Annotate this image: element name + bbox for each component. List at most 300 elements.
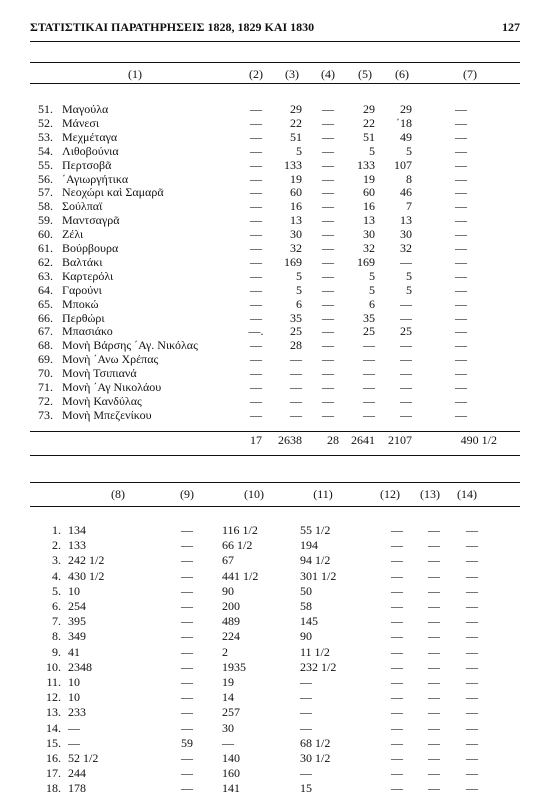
table-cell: —: [322, 393, 334, 408]
page-header: [30, 20, 520, 36]
table-cell: —: [322, 296, 334, 311]
table-cell: 32: [400, 241, 412, 255]
table-cell: —: [250, 143, 262, 158]
table-cell: —: [250, 213, 262, 228]
locality-name: Νεοχώρι καὶ Σαμαρᾶ: [62, 185, 164, 200]
locality-name: Βούρβουρα: [62, 241, 119, 255]
total-cell: 2638: [278, 433, 302, 447]
table-cell: 29: [400, 102, 412, 116]
table-cell: —: [466, 751, 478, 765]
table-cell: 19: [290, 171, 302, 186]
table-cell: —: [250, 268, 262, 283]
table1-totals-rule: [30, 431, 520, 432]
table-cell: 2348: [68, 659, 92, 674]
locality-name: Γαρούνι: [62, 282, 102, 297]
table-cell: —: [428, 735, 440, 750]
table-cell: —: [250, 115, 262, 130]
table-cell: —: [250, 129, 262, 144]
row-number: 68.: [38, 338, 53, 353]
table-cell: —: [428, 538, 440, 553]
table-cell: 8: [406, 171, 412, 186]
table-cell: —: [322, 213, 334, 228]
row-number: 9.: [52, 644, 61, 659]
row-number: 14.: [46, 720, 61, 735]
table-cell: —: [466, 614, 478, 629]
table-cell: 14: [222, 690, 234, 705]
table-cell: 5: [406, 268, 412, 283]
row-number: 54.: [38, 143, 53, 158]
table-cell: —: [322, 157, 334, 172]
locality-name: Μάνεσι: [62, 115, 100, 130]
row-number: 52.: [38, 115, 53, 130]
row-number: 11.: [46, 675, 61, 689]
table-cell: —: [222, 735, 234, 750]
column-header: (12): [380, 487, 400, 501]
table-cell: —: [428, 629, 440, 644]
row-number: 58.: [38, 199, 53, 214]
table-cell: —: [181, 705, 193, 720]
table-cell: 16: [290, 199, 302, 214]
table-cell: 10: [68, 583, 80, 598]
table-cell: 349: [68, 629, 86, 644]
table-cell: —: [428, 690, 440, 705]
table-cell: 140: [222, 751, 240, 765]
table-cell: ΄18: [396, 115, 412, 130]
table-cell: —: [466, 690, 478, 705]
table-cell: 441 1/2: [222, 568, 259, 583]
table-cell: —: [250, 282, 262, 297]
row-number: 3.: [52, 553, 61, 568]
locality-name: Περθώρι: [62, 310, 105, 325]
row-number: 55.: [38, 157, 53, 172]
table-cell: —: [250, 352, 262, 367]
row-number: 61.: [38, 241, 53, 255]
table-cell: 224: [222, 629, 240, 644]
table-cell: —: [250, 366, 262, 381]
table-cell: 28: [290, 338, 302, 353]
table-cell: —: [322, 324, 334, 339]
table-cell: —: [391, 705, 403, 720]
table-cell: 22: [363, 115, 375, 130]
locality-name: Μονὴ ΄Αγ Νικολάου: [62, 380, 162, 394]
table-cell: 29: [363, 102, 375, 116]
table-cell: —: [466, 523, 478, 537]
locality-name: Μονὴ Βάρσης ΄Αγ. Νικόλας: [62, 338, 198, 353]
table-cell: —: [455, 296, 467, 311]
table-cell: —: [300, 690, 312, 705]
table-cell: 5: [369, 282, 375, 297]
table-cell: —: [68, 735, 80, 750]
table-cell: —: [400, 380, 412, 394]
locality-name: Μποκώ: [62, 296, 99, 311]
table-cell: 145: [300, 614, 318, 629]
row-number: 10.: [46, 659, 61, 674]
table-cell: —: [466, 720, 478, 735]
table-cell: 94 1/2: [300, 553, 331, 568]
table-cell: —: [391, 538, 403, 553]
table-cell: 67: [222, 553, 234, 568]
row-number: 64.: [38, 282, 53, 297]
table-cell: —: [181, 644, 193, 659]
column-header: (13): [420, 487, 440, 501]
table-cell: —: [455, 102, 467, 116]
table-cell: —: [391, 523, 403, 537]
table-cell: 51: [290, 129, 302, 144]
table-cell: —: [400, 254, 412, 269]
row-number: 18.: [46, 781, 61, 796]
table-cell: 30: [400, 227, 412, 242]
column-header: (9): [180, 487, 194, 501]
table-cell: 51: [363, 129, 375, 144]
table-cell: —: [250, 157, 262, 172]
table-cell: 13: [400, 213, 412, 228]
row-number: 70.: [38, 366, 53, 381]
table-cell: —: [300, 720, 312, 735]
table-cell: —: [391, 644, 403, 659]
table-cell: 2: [222, 644, 228, 659]
table-cell: —: [391, 766, 403, 781]
table-cell: 32: [363, 241, 375, 255]
table-cell: 66 1/2: [222, 538, 253, 553]
column-header: (1): [128, 67, 142, 81]
table-cell: 50: [300, 583, 312, 598]
column-header: (14): [457, 487, 477, 501]
column-header: (6): [395, 67, 409, 81]
table-cell: 254: [68, 599, 86, 613]
table-cell: —: [322, 129, 334, 144]
row-number: 17.: [46, 766, 61, 781]
table1-header-rule: [30, 83, 520, 84]
locality-name: Σούλπαϊ: [62, 199, 103, 214]
table-cell: —: [363, 393, 375, 408]
table-cell: —: [181, 553, 193, 568]
table-cell: 55 1/2: [300, 523, 331, 537]
table-cell: 5: [369, 268, 375, 283]
table-cell: 13: [290, 213, 302, 228]
table-cell: —: [428, 583, 440, 598]
table-cell: —: [466, 629, 478, 644]
row-number: 65.: [38, 296, 53, 311]
table-cell: —: [391, 751, 403, 765]
table-cell: —: [322, 366, 334, 381]
table-cell: 25: [290, 324, 302, 339]
table-cell: —: [466, 675, 478, 689]
table-cell: —: [428, 614, 440, 629]
table-cell: 25: [400, 324, 412, 339]
table-cell: —: [322, 143, 334, 158]
table-cell: —: [391, 690, 403, 705]
table-cell: —: [455, 282, 467, 297]
table-cell: —: [181, 766, 193, 781]
table-cell: —: [428, 751, 440, 765]
table-cell: —: [466, 568, 478, 583]
locality-name: Μεχμέταγα: [62, 129, 118, 144]
table-cell: —: [400, 393, 412, 408]
table-cell: —: [428, 523, 440, 537]
locality-name: Βαλτάκι: [62, 254, 103, 269]
table-cell: 141: [222, 781, 240, 796]
table-cell: —: [322, 199, 334, 214]
table-cell: —: [428, 675, 440, 689]
table-cell: —: [322, 102, 334, 116]
locality-name: Μονὴ Κανδύλας: [62, 393, 142, 408]
table-cell: 13: [363, 213, 375, 228]
table-cell: —: [455, 338, 467, 353]
table-cell: —: [300, 675, 312, 689]
table-cell: —: [322, 282, 334, 297]
table-cell: —: [363, 366, 375, 381]
table-cell: —: [391, 568, 403, 583]
table-cell: 194: [300, 538, 318, 553]
table-cell: —: [466, 599, 478, 613]
table-cell: —: [466, 644, 478, 659]
table-cell: 10: [68, 690, 80, 705]
table-cell: 46: [400, 185, 412, 200]
column-header: (7): [463, 67, 477, 81]
table-cell: —: [322, 185, 334, 200]
table-cell: —: [181, 538, 193, 553]
table-cell: —: [466, 766, 478, 781]
table-cell: —: [428, 568, 440, 583]
table-cell: —: [322, 227, 334, 242]
table-cell: —: [250, 171, 262, 186]
table-cell: —: [455, 241, 467, 255]
table-cell: 41: [68, 644, 80, 659]
table-cell: 133: [68, 538, 86, 553]
table-cell: —: [181, 629, 193, 644]
table-cell: —: [391, 629, 403, 644]
row-number: 71.: [38, 380, 53, 394]
locality-name: Μονὴ Μπεζενίκου: [62, 407, 152, 422]
table-cell: —: [181, 599, 193, 613]
column-header: (5): [358, 67, 372, 81]
table-cell: —: [322, 352, 334, 367]
table-cell: 32: [290, 241, 302, 255]
table-cell: —: [466, 538, 478, 553]
table-cell: —: [181, 583, 193, 598]
table-cell: 60: [290, 185, 302, 200]
table-cell: 19: [363, 171, 375, 186]
row-number: 7.: [52, 614, 61, 629]
table-cell: —: [181, 690, 193, 705]
table-cell: —: [181, 568, 193, 583]
table-cell: 232 1/2: [300, 659, 337, 674]
table-cell: 169: [284, 254, 302, 269]
table-cell: —: [322, 407, 334, 422]
table-cell: 134: [68, 523, 86, 537]
table-cell: —: [455, 366, 467, 381]
table-cell: 133: [357, 157, 375, 172]
table-cell: 60: [363, 185, 375, 200]
row-number: 69.: [38, 352, 53, 367]
table-cell: —: [391, 553, 403, 568]
row-number: 53.: [38, 129, 53, 144]
table-cell: —: [250, 199, 262, 214]
table-cell: —: [250, 227, 262, 242]
row-number: 12.: [46, 690, 61, 705]
table-cell: —: [290, 380, 302, 394]
table-cell: —: [181, 751, 193, 765]
row-number: 73.: [38, 407, 53, 422]
table-cell: —: [250, 296, 262, 311]
table-cell: 5: [296, 282, 302, 297]
table-cell: —: [455, 199, 467, 214]
locality-name: Μπασιάκο: [62, 324, 113, 339]
table-cell: 395: [68, 614, 86, 629]
table-cell: —: [428, 705, 440, 720]
locality-name: Καρτερόλι: [62, 268, 114, 283]
table-cell: 6: [369, 296, 375, 311]
table-cell: —: [250, 241, 262, 255]
total-cell: 2641: [351, 433, 375, 447]
table-cell: —: [455, 268, 467, 283]
table-cell: —: [428, 781, 440, 796]
table-cell: —: [391, 675, 403, 689]
locality-name: Μαντσαγρᾶ: [62, 213, 120, 228]
table-cell: 11 1/2: [300, 644, 330, 659]
table-cell: —: [181, 720, 193, 735]
table-cell: —: [322, 254, 334, 269]
table-cell: 90: [300, 629, 312, 644]
table-cell: 200: [222, 599, 240, 613]
table1-top-rule: [30, 62, 520, 63]
table-cell: —: [455, 393, 467, 408]
locality-name: Μονὴ Τσιπιανά: [62, 366, 137, 381]
table-cell: —: [466, 781, 478, 796]
table-cell: 242 1/2: [68, 553, 105, 568]
table-cell: —: [250, 380, 262, 394]
table-cell: —: [455, 380, 467, 394]
table-cell: 59: [181, 735, 193, 750]
total-cell: 2107: [388, 433, 412, 447]
table-cell: —: [322, 310, 334, 325]
total-cell: 28: [327, 433, 339, 447]
row-number: 13.: [46, 705, 61, 720]
table-cell: 30: [222, 720, 234, 735]
table-cell: 30: [363, 227, 375, 242]
table-cell: —: [466, 735, 478, 750]
table-cell: 19: [222, 675, 234, 689]
table-cell: 116 1/2: [222, 523, 258, 537]
table-cell: —: [322, 241, 334, 255]
locality-name: Λιθοβούνια: [62, 143, 119, 158]
row-number: 6.: [52, 599, 61, 613]
row-number: 66.: [38, 310, 53, 325]
table-cell: 49: [400, 129, 412, 144]
table-cell: —: [250, 310, 262, 325]
column-header: (4): [321, 67, 335, 81]
table-cell: —: [400, 310, 412, 325]
table-cell: —: [322, 115, 334, 130]
table-cell: —: [466, 583, 478, 598]
table-cell: —: [428, 644, 440, 659]
table-cell: —: [455, 157, 467, 172]
table-cell: 68 1/2: [300, 735, 331, 750]
page-number: 127: [502, 20, 520, 34]
table-cell: —: [455, 213, 467, 228]
total-cell: 17: [250, 433, 262, 447]
row-number: 63.: [38, 268, 53, 283]
table-cell: 5: [369, 143, 375, 158]
table-cell: —: [363, 380, 375, 394]
table-cell: —: [290, 352, 302, 367]
table-cell: —: [455, 352, 467, 367]
table-cell: 35: [363, 310, 375, 325]
row-number: 1.: [52, 523, 61, 537]
table-cell: 5: [406, 143, 412, 158]
table-cell: —: [455, 143, 467, 158]
table-cell: —: [466, 705, 478, 720]
row-number: 4.: [52, 568, 61, 583]
table-cell: —: [250, 338, 262, 353]
table-cell: —.: [248, 324, 264, 339]
table-cell: 15: [300, 781, 312, 796]
locality-name: Μαγούλα: [62, 102, 109, 116]
table-cell: —: [322, 171, 334, 186]
table-cell: —: [181, 675, 193, 689]
table-cell: 233: [68, 705, 86, 720]
table-cell: —: [300, 705, 312, 720]
row-number: 16.: [46, 751, 61, 765]
table-cell: 5: [296, 268, 302, 283]
table-cell: —: [455, 407, 467, 422]
table-cell: —: [250, 254, 262, 269]
table-cell: —: [455, 115, 467, 130]
table-cell: —: [455, 171, 467, 186]
table-cell: —: [322, 380, 334, 394]
row-number: 57.: [38, 185, 53, 200]
table-cell: 5: [296, 143, 302, 158]
table2-header-rule: [30, 506, 520, 507]
table-cell: —: [181, 659, 193, 674]
table-cell: —: [290, 407, 302, 422]
table-cell: 30: [290, 227, 302, 242]
table-cell: —: [250, 407, 262, 422]
table2-top-rule: [30, 482, 520, 483]
row-number: 62.: [38, 254, 53, 269]
table1-bottom-rule: [30, 455, 520, 456]
table-cell: —: [363, 338, 375, 353]
column-header: (10): [244, 487, 264, 501]
table-cell: 160: [222, 766, 240, 781]
table-cell: —: [250, 102, 262, 116]
table-cell: 5: [406, 282, 412, 297]
table-cell: —: [181, 523, 193, 537]
table-cell: —: [290, 393, 302, 408]
table-cell: —: [400, 352, 412, 367]
row-number: 56.: [38, 171, 53, 186]
row-number: 2.: [52, 538, 61, 553]
locality-name: Περτσοβᾶ: [62, 157, 112, 172]
table-cell: 133: [284, 157, 302, 172]
table-cell: 10: [68, 675, 80, 689]
row-number: 72.: [38, 393, 53, 408]
table-cell: —: [400, 338, 412, 353]
table-cell: —: [455, 185, 467, 200]
table-cell: —: [455, 129, 467, 144]
table-cell: 6: [296, 296, 302, 311]
table-cell: 58: [300, 599, 312, 613]
table-cell: —: [466, 553, 478, 568]
table-cell: 7: [406, 199, 412, 214]
header-rule: [30, 41, 520, 42]
table-cell: 178: [68, 781, 86, 796]
table-cell: —: [428, 720, 440, 735]
table-cell: —: [391, 720, 403, 735]
table-cell: 301 1/2: [300, 568, 337, 583]
table-cell: 35: [290, 310, 302, 325]
row-number: 59.: [38, 213, 53, 228]
